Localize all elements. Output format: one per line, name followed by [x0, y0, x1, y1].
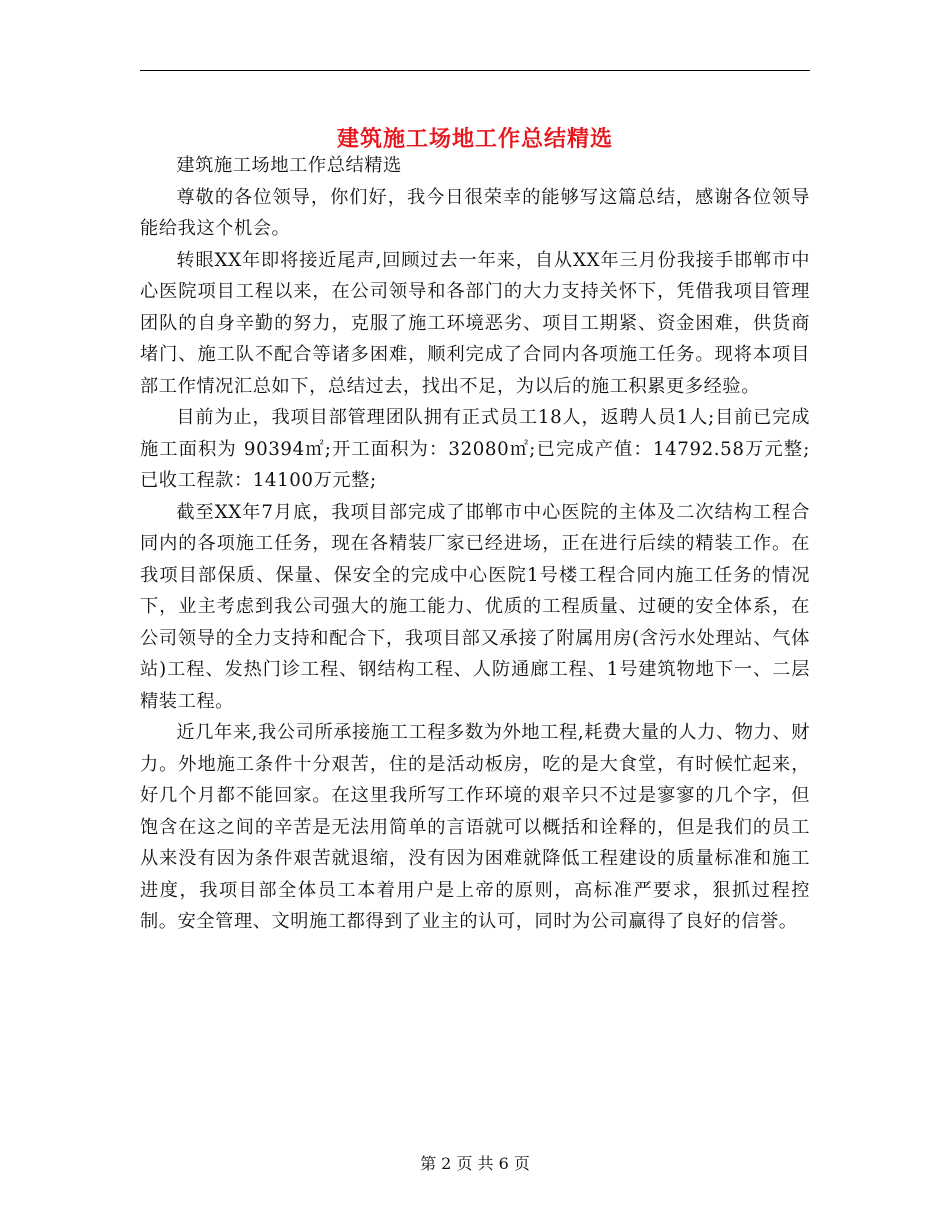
- document-body: [140, 150, 810, 938]
- paragraph-hardship: 近几年来,我公司所承接施工工程多数为外地工程,耗费大量的人力、物力、财力。外地施工条件十分艰苦，住的是活动板房，吃的是大食堂，有时候忙起来，好几个月都不能回家。在这里我所写工作环境的艰辛只不过是寥寥的几个字，但饱含在这之间的辛苦是无法用简单的言语就可以概括和诠释的，但是我们的员工从来没有因为条件艰苦就退缩，没有因为困难就降低工程建设的质量标准和施工进度，我项目部全体员工本着用户是上帝的原则，高标准严要求，狠抓过程控制。安全管理、文明施工都得到了业主的认可，同时为公司赢得了良好的信誉。: [140, 722, 810, 932]
- paragraph-statistics: 目前为止，我项目部管理团队拥有正式员工18人，返聘人员1人;目前已完成施工面积为 90394㎡;开工面积为：32080㎡;已完成产值：14792.58万元整;已收工程款：14100万元整;: [140, 407, 810, 491]
- paragraph-review: 转眼XX年即将接近尾声,回顾过去一年来，自从XX年三月份我接手邯郸市中心医院项目工程以来，在公司领导和各部门的大力支持关怀下，凭借我项目管理团队的自身辛勤的努力，克服了施工环境恶劣、项目工期紧、资金困难，供货商堵门、施工队不配合等诸多困难，顺利完成了合同内各项施工任务。现将本项目部工作情况汇总如下，总结过去，找出不足，为以后的施工积累更多经验。: [140, 249, 810, 397]
- header-rule: [140, 70, 810, 71]
- paragraph-progress: 截至XX年7月底，我项目部完成了邯郸市中心医院的主体及二次结构工程合同内的各项施工任务，现在各精装厂家已经进场，正在进行后续的精装工作。在我项目部保质、保量、保安全的完成中心医院1号楼工程合同内施工任务的情况下，业主考虑到我公司强大的施工能力、优质的工程质量、过硬的安全体系，在公司领导的全力支持和配合下，我项目部又承接了附属用房(含污水处理站、气体站)工程、发热门诊工程、钢结构工程、人防通廊工程、1号建筑物地下一、二层精装工程。: [140, 501, 810, 712]
- page-number-footer: 第 2 页 共 6 页: [420, 1154, 530, 1173]
- paragraph-subtitle: 建筑施工场地工作总结精选: [176, 155, 402, 176]
- paragraph-greeting: 尊敬的各位领导，你们好，我今日很荣幸的能够写这篇总结，感谢各位领导能给我这个机会。: [140, 186, 810, 239]
- document-title: 建筑施工场地工作总结精选: [336, 125, 613, 152]
